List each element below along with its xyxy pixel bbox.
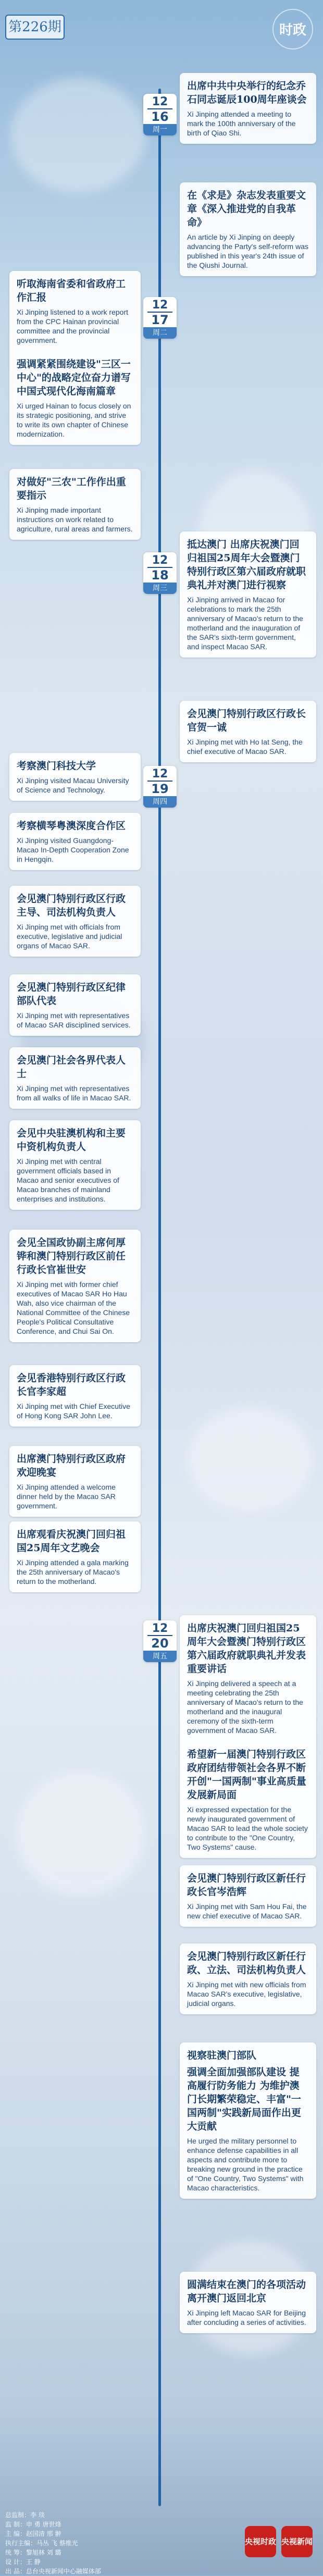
entry-text-en: Xi Jinping visited Guangdong-Macao In-Depth Cooperation Zone in Hengqin. [17, 836, 129, 863]
entry-text-en: Xi Jinping met with central government officials based in Macao and senior executives of Macao branches of mainland enterprises and institutions. [17, 1157, 119, 1203]
timeline-entry-card [180, 2042, 316, 2199]
timeline-line [158, 89, 161, 2506]
background-decoration [188, 1407, 313, 1511]
credit-line: 总监制：李 琰 [5, 2511, 45, 2519]
timeline-entry-card [9, 1446, 141, 1517]
entry-text-en: Xi Jinping visited Macau University of Science and Technology. [17, 776, 129, 794]
date-month: 12 [147, 95, 172, 109]
timeline-entry-card [9, 1365, 141, 1427]
entry-text-en: He urged the military personnel to enhance defense capabilities in all aspects and contribute more to breaking new ground in the practice of "One Country, Two Systems" with Macao characteristics. [187, 2137, 304, 2192]
footer-credits [5, 2510, 182, 2576]
date-day: 18 [151, 568, 169, 583]
date-badge [143, 94, 177, 135]
entry-title-zh: 会见澳门特别行政区新任行政、立法、司法机构负责人 [187, 1951, 306, 1976]
entry-text-en: Xi Jinping met with Sam Hou Fai, the new chief executive of Macao SAR. [187, 1902, 307, 1920]
entry-text-en: Xi Jinping met with former chief executives of Macao SAR Ho Hau Wah, also vice chairman of the National Committee of the Chinese People's Political Consultative Conference, and Chui Sai On. [17, 1280, 130, 1335]
background-decoration [16, 1772, 146, 1897]
entry-title-zh: 出席观看庆祝澳门回归祖国25周年文艺晚会 [17, 1529, 126, 1554]
entry-text-en: Xi Jinping attended a welcome dinner held by the Macao SAR government. [17, 1483, 116, 1510]
timeline-entry-card [9, 271, 141, 445]
credit-line: 主 编：赵国清 邢 翀 [5, 2530, 61, 2537]
entry-title-zh: 抵达澳门 出席庆祝澳门回归祖国25周年大会暨澳门特别行政区第六届政府就职典礼并对澳门进行视察 [187, 539, 306, 591]
timeline-entry-card [180, 73, 316, 144]
cctv-politics-logo [245, 2526, 276, 2557]
entry-text-en: Xi urged Hainan to focus closely on its strategic positioning, and strive to write its own chapter of Chinese modernization. [17, 402, 131, 438]
entry-title-zh: 会见澳门特别行政区新任行政长官岑浩辉 [187, 1873, 306, 1898]
entry-title-zh: 考察横琴粤澳深度合作区 [17, 820, 126, 832]
entry-title-zh: 出席澳门特别行政区政府欢迎晚宴 [17, 1453, 126, 1478]
entry-title-zh: 会见澳门特别行政区行政长官贺一诚 [187, 708, 306, 733]
date-weekday: 周四 [143, 796, 177, 808]
logo-text: 央视时政 [245, 2537, 277, 2546]
timeline-entry-card [180, 531, 316, 658]
date-day: 17 [151, 313, 169, 327]
entry-text-en: Xi Jinping met with new officials from Macao SAR's executive, legislative, judicial organs. [187, 1980, 306, 2008]
date-badge [143, 297, 177, 339]
date-badge [143, 766, 177, 808]
cctv-news-logo [281, 2526, 313, 2557]
entry-title-zh: 视察驻澳门部队 [187, 2050, 257, 2061]
date-month: 12 [147, 298, 172, 313]
entry-title-zh: 对做好"三农"工作作出重要指示 [17, 476, 126, 501]
timeline-entry-card [9, 1047, 141, 1109]
date-month: 12 [147, 553, 172, 568]
entry-text-en: Xi Jinping listened to a work report from the CPC Hainan provincial committee and the provincial government. [17, 308, 128, 344]
credit-line: 执行主编：马丛 飞 蔡维光 [5, 2540, 78, 2547]
entry-text-en: Xi Jinping arrived in Macao for celebrations to mark the 25th anniversary of Macao's return to the motherland and the inauguration of the SAR's sixth-term government, and inspect Macao SAR. [187, 596, 303, 651]
entry-title-zh: 在《求是》杂志发表重要文章《深入推进党的自我革命》 [187, 190, 306, 228]
entry-text-en: Xi Jinping met with Ho Iat Seng, the chief executive of Macao SAR. [187, 738, 303, 756]
entry-title-zh: 强调紧紧围绕建设"三区一中心"的战略定位奋力谱写中国式现代化海南篇章 [17, 358, 131, 397]
date-month: 12 [147, 1621, 172, 1636]
date-weekday: 周五 [143, 1651, 177, 1662]
timeline-entry-card [9, 469, 141, 540]
entry-text-en: Xi Jinping met with representatives from all walks of life in Macao SAR. [17, 1084, 131, 1102]
timeline-entry-card [180, 2272, 316, 2333]
entry-text-en: Xi Jinping left Macao SAR for Beijing after concluding a series of activities. [187, 2309, 306, 2326]
logo-text: 央视新闻 [281, 2537, 313, 2546]
entry-title-zh: 会见澳门特别行政区行政主导、司法机构负责人 [17, 893, 126, 918]
date-weekday: 周一 [143, 124, 177, 135]
date-month: 12 [147, 767, 172, 782]
entry-title-zh: 出席中共中央举行的纪念乔石同志诞辰100周年座谈会 [187, 80, 307, 105]
date-day: 20 [151, 1636, 169, 1651]
timeline-entry-card [180, 701, 316, 762]
timeline-entry-card [9, 1120, 141, 1210]
date-day: 16 [151, 109, 169, 124]
entry-text-en: Xi Jinping attended a meeting to mark the 100th anniversary of the birth of Qiao Shi. [187, 110, 296, 137]
timeline-entry-card [9, 1230, 141, 1342]
entry-title-zh: 圆满结束在澳门的各项活动 离开澳门返回北京 [187, 2279, 306, 2304]
date-day: 19 [151, 782, 169, 796]
credit-line: 监 制：申 勇 唐世烽 [5, 2521, 61, 2528]
entry-title-zh: 希望新一届澳门特别行政区政府团结带领社会各界不断开创"一国两制"事业高质量发展新局面 [187, 1749, 306, 1801]
entry-text-en: Xi Jinping met with officials from executive, legislative and judicial organs of Macao SAR. [17, 923, 122, 950]
entry-text-en: Xi Jinping made important instructions on work related to agriculture, rural areas and farmers. [17, 506, 133, 533]
entry-text-en: Xi Jinping attended a gala marking the 25th anniversary of Macao's return to the motherland. [17, 1558, 129, 1586]
entry-text-en: Xi Jinping met with Chief Executive of Hong Kong SAR John Lee. [17, 1402, 130, 1420]
date-weekday: 周三 [143, 583, 177, 594]
timeline-entry-card [180, 182, 316, 276]
date-badge [143, 1620, 177, 1662]
entry-title-zh: 会见全国政协副主席何厚铧和澳门特别行政区前任行政长官崔世安 [17, 1237, 126, 1275]
entry-text-en: An article by Xi Jinping on deeply advancing the Party's self-reform was published in this year's 24th issue of the Qiushi Journal. [187, 233, 308, 269]
date-weekday: 周二 [143, 327, 177, 339]
entry-title-zh: 出席庆祝澳门回归祖国25周年大会暨澳门特别行政区第六届政府就职典礼并发表重要讲话 [187, 1623, 306, 1675]
entry-title-zh: 听取海南省委和省政府工作汇报 [17, 278, 126, 303]
timeline-entry-card [9, 1521, 141, 1592]
entry-text-en: Xi expressed expectation for the newly inaugurated government of Macao SAR to lead the whole society to contribute to the "One Country, Two Systems" cause. [187, 1805, 308, 1851]
background-decoration [10, 78, 146, 193]
timeline-entry-card [9, 974, 141, 1036]
credit-line: 统 筹：黎旭林 刘 璐 [5, 2549, 61, 2556]
entry-title-zh: 会见澳门特别行政区纪律部队代表 [17, 982, 126, 1007]
entry-title-zh: 强调全面加强部队建设 提高履行防务能力 为维护澳门长期繁荣稳定、丰富"一国两制"实践新局面作出更大贡献 [187, 2066, 301, 2132]
entry-title-zh: 考察澳门科技大学 [17, 760, 96, 772]
timeline-entry-card [180, 1865, 316, 1927]
timeline-entry-card [9, 886, 141, 957]
issue-label: 第226期 [5, 15, 65, 40]
entry-text-en: Xi Jinping met with representatives of Macao SAR disciplined services. [17, 1011, 131, 1029]
column-logo-text: 时政 [279, 22, 307, 38]
credit-line: 出 品：总台央视新闻中心融媒体部 [5, 2568, 101, 2575]
timeline-entry-card [9, 813, 141, 870]
timeline-entry-card [180, 1943, 316, 2014]
date-badge [143, 552, 177, 594]
timeline-entry-card [9, 753, 141, 801]
entry-title-zh: 会见中央驻澳机构和主要中资机构负责人 [17, 1128, 126, 1153]
entry-text-en: Xi Jinping delivered a speech at a meeting celebrating the 25th anniversary of Macao's return to the motherland and the inaugural ceremony of the sixth-term government of Macao SAR. [187, 1679, 303, 1735]
column-logo-icon [271, 7, 315, 51]
credit-line: 设 计：王 静 [5, 2558, 41, 2566]
entry-title-zh: 会见澳门社会各界代表人士 [17, 1055, 126, 1080]
timeline-entry-card [180, 1615, 316, 1858]
entry-title-zh: 会见香港特别行政区行政长官李家超 [17, 1372, 126, 1397]
